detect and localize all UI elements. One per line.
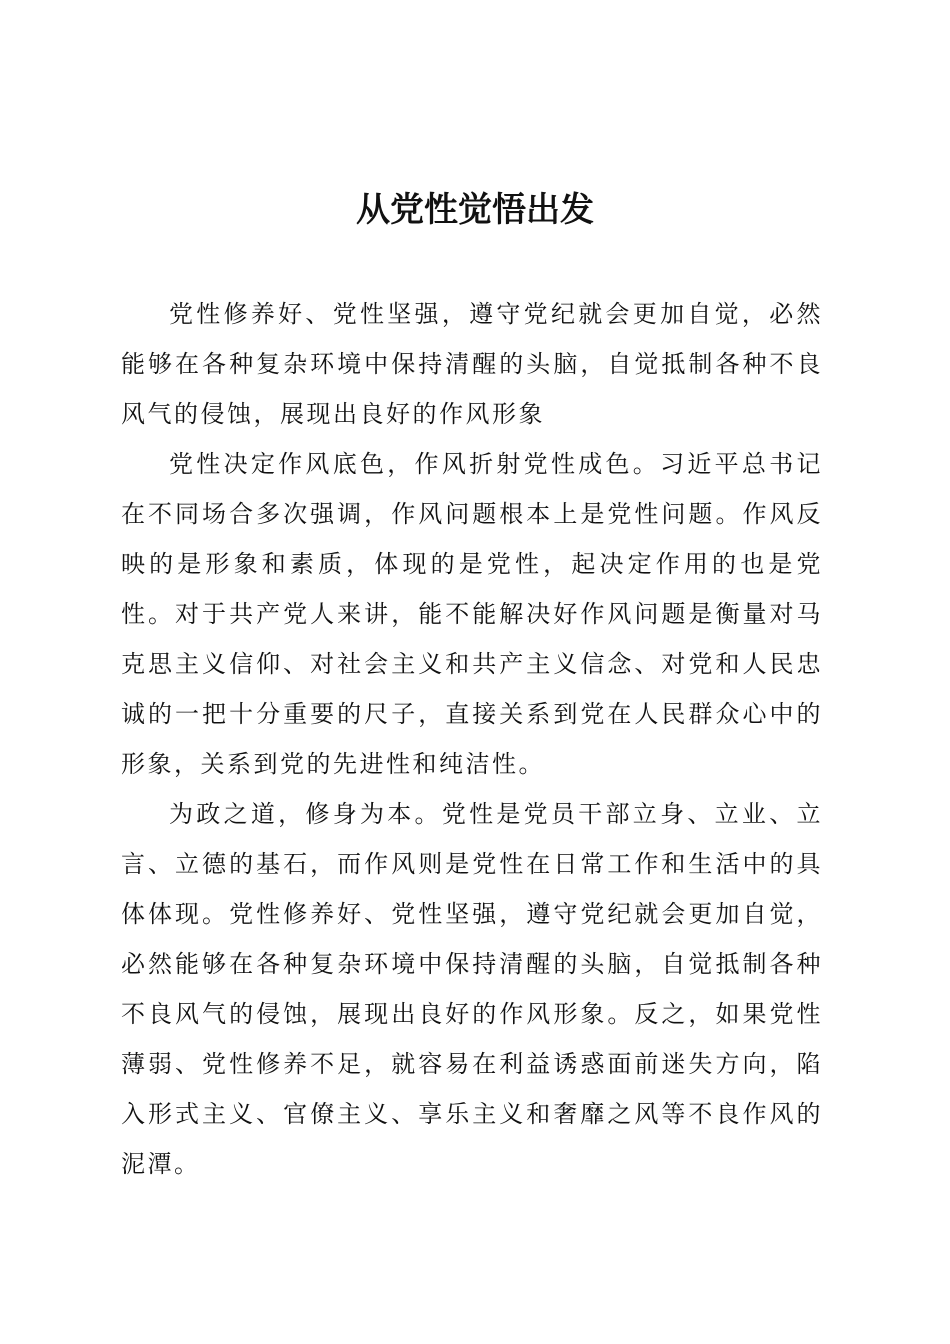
paragraph-1: 党性修养好、党性坚强，遵守党纪就会更加自觉，必然能够在各种复杂环境中保持清醒的头脑，自觉抵制各种不良风气的侵蚀，展现出良好的作风形象 (121, 300, 823, 428)
paragraph-3: 为政之道，修身为本。党性是党员干部立身、立业、立言、立德的基石，而作风则是党性在日常工作和生活中的具体体现。党性修养好、党性坚强，遵守党纪就会更加自觉，必然能够在各种复杂环境中保持清醒的头脑，自觉抵制各种不良风气的侵蚀，展现出良好的作风形象。反之，如果党性薄弱、党性修养不足，就容易在利益诱惑面前迷失方向，陷入形式主义、官僚主义、享乐主义和奢靡之风等不良作风的泥潭。 (121, 800, 823, 1178)
paragraph-2: 党性决定作风底色，作风折射党性成色。习近平总书记在不同场合多次强调，作风问题根本上是党性问题。作风反映的是形象和素质，体现的是党性，起决定作用的也是党性。对于共产党人来讲，能不能解决好作风问题是衡量对马克思主义信仰、对社会主义和共产主义信念、对党和人民忠诚的一把十分重要的尺子，直接关系到党在人民群众心中的形象，关系到党的先进性和纯洁性。 (121, 450, 823, 778)
document-body (121, 289, 823, 1189)
document-title: 从党性觉悟出发 (356, 190, 594, 230)
